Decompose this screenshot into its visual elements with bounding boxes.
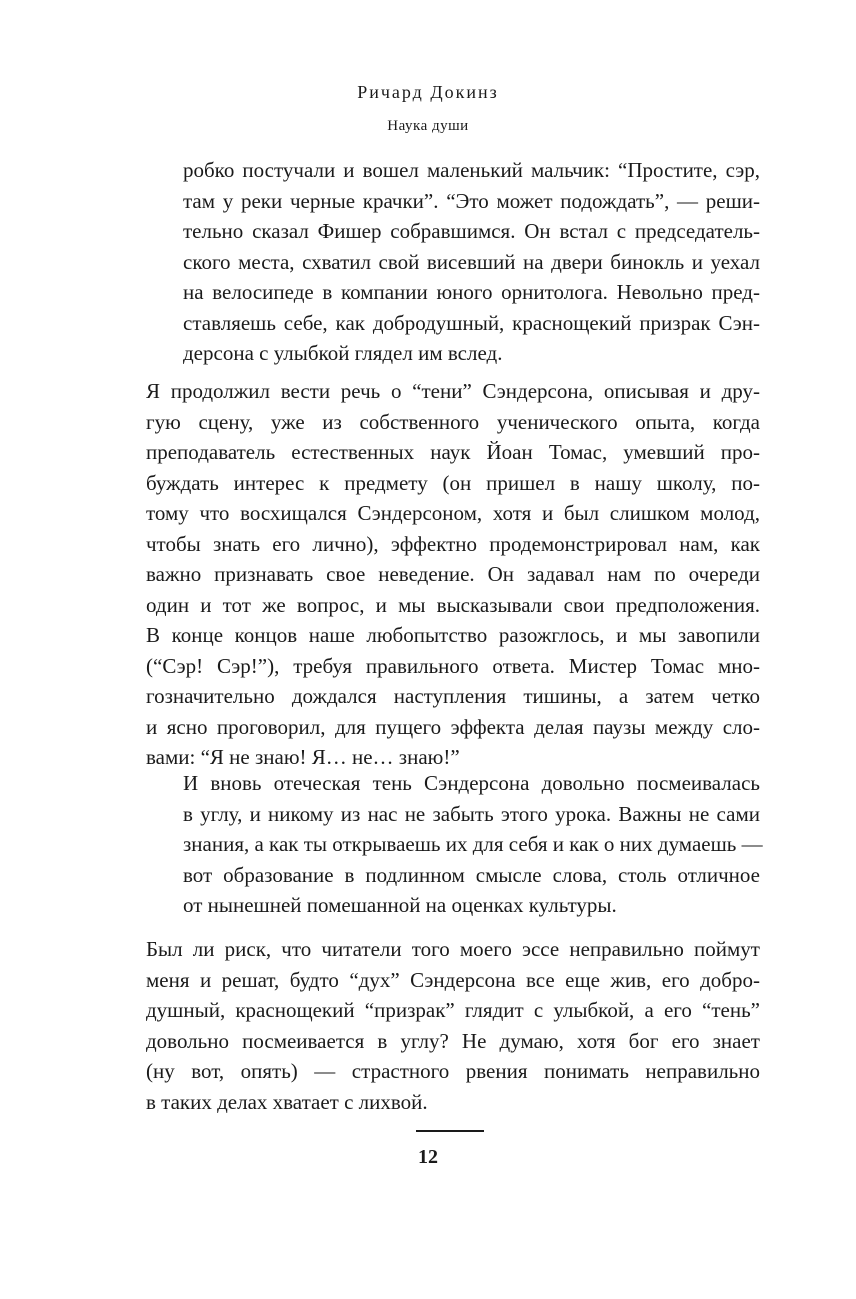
text-line: там у реки черные крачки”. “Это может подождать”, — реши-: [183, 188, 760, 213]
text-line: В конце концов наше любопытство разожглось, и мы завопили: [146, 623, 760, 647]
body-paragraph-1: [146, 376, 760, 773]
text-line: (“Сэр! Сэр!”), требуя правильного ответа. Мистер Томас мно-: [146, 653, 760, 678]
text-line: и ясно проговорил, для пущего эффекта делая паузы между сло-: [146, 714, 760, 739]
text-line: знания, а как ты открываешь их для себя и как о них думаешь —: [183, 832, 763, 856]
text-line: в углу, и никому из нас не забыть этого урока. Важны не сами: [183, 801, 760, 826]
text-line: вами: “Я не знаю! Я… не… знаю!”: [146, 745, 460, 769]
text-line: преподаватель естественных наук Йоан Томас, умевший про-: [146, 440, 760, 464]
text-line: гозначительно дождался наступления тишины, а затем четко: [146, 684, 760, 708]
page-number: 12: [418, 1146, 438, 1168]
text-line: тому что восхищался Сэндерсоном, хотя и был слишком молод,: [146, 501, 760, 525]
text-line: ского места, схватил свой висевший на двери бинокль и уехал: [183, 249, 760, 274]
text-line: гую сцену, уже из собственного ученического опыта, когда: [146, 409, 760, 434]
text-line: чтобы знать его лично), эффектно продемонстрировал нам, как: [146, 531, 760, 556]
text-line: от нынешней помешанной на оценках культуры.: [183, 893, 617, 917]
text-line: И вновь отеческая тень Сэндерсона довольно посмеивалась: [183, 771, 760, 795]
block-quote-2: [183, 768, 763, 921]
text-line: (ну вот, опять) — страстного рвения понимать неправильно: [146, 1059, 760, 1083]
text-line: на велосипеде в компании юного орнитолога. Невольно пред-: [183, 280, 760, 304]
text-line: Был ли риск, что читатели того моего эссе неправильно поймут: [146, 937, 760, 961]
text-line: робко постучали и вошел маленький мальчик: “Простите, сэр,: [183, 158, 760, 182]
text-line: Я продолжил вести речь о “тени” Сэндерсона, описывая и дру-: [146, 379, 760, 403]
text-line: дерсона с улыбкой глядел им вслед.: [183, 341, 503, 365]
body-paragraph-2: [146, 934, 760, 1117]
folio-rule: [416, 1130, 484, 1132]
text-line: душный, краснощекий “призрак” глядит с улыбкой, а его “тень”: [146, 998, 760, 1022]
running-head-author: Ричард Докинз: [357, 82, 499, 102]
running-head-title: Наука души: [387, 118, 469, 134]
text-line: буждать интерес к предмету (он пришел в нашу школу, по-: [146, 470, 760, 495]
text-line: один и тот же вопрос, и мы высказывали свои предположения.: [146, 592, 760, 617]
text-line: меня и решат, будто “дух” Сэндерсона все еще жив, его добро-: [146, 967, 760, 992]
text-line: вот образование в подлинном смысле слова, столь отличное: [183, 862, 760, 887]
block-quote-1: [183, 155, 760, 369]
text-line: важно признавать свое неведение. Он задавал нам по очереди: [146, 562, 760, 586]
text-line: тельно сказал Фишер собравшимся. Он встал с председатель-: [183, 219, 760, 243]
text-line: довольно посмеивается в углу? Не думаю, хотя бог его знает: [146, 1028, 760, 1053]
text-line: в таких делах хватает с лихвой.: [146, 1089, 428, 1114]
text-line: ставляешь себе, как добродушный, краснощекий призрак Сэн-: [183, 310, 760, 335]
